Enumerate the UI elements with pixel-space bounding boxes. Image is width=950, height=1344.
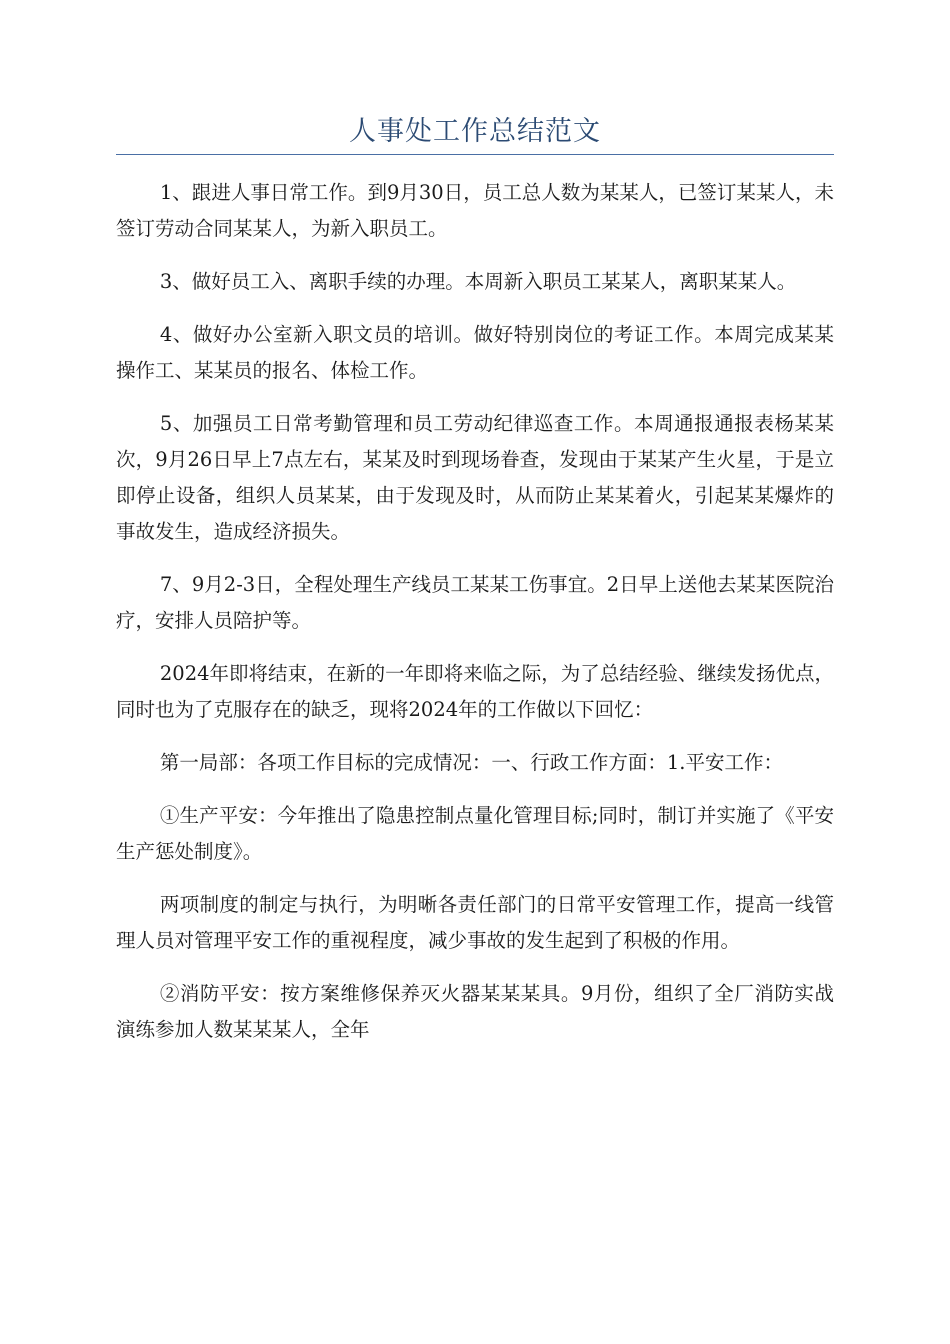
paragraph-8: ①生产平安：今年推出了隐患控制点量化管理目标;同时，制订并实施了《平安生产惩处制度》。 bbox=[116, 804, 834, 863]
paragraph-6: 2024年即将结束，在新的一年即将来临之际，为了总结经验、继续发扬优点，同时也为了克服存在的缺乏，现将2024年的工作做以下回忆： bbox=[116, 662, 834, 721]
document-title: 人事处工作总结范文 bbox=[349, 116, 601, 147]
paragraph-10: ②消防平安：按方案维修保养灭火器某某某具。9月份，组织了全厂消防实战演练参加人数某某某人，全年 bbox=[116, 982, 834, 1041]
paragraph-1: 1、跟进人事日常工作。到9月30日，员工总人数为某某人，已签订某某人，未签订劳动合同某某人，为新入职员工。 bbox=[116, 181, 834, 240]
title-underline bbox=[116, 154, 834, 155]
paragraph-5: 7、9月2-3日，全程处理生产线员工某某工伤事宜。2日早上送他去某某医院治疗，安排人员陪护等。 bbox=[116, 573, 834, 632]
paragraph-2: 3、做好员工入、离职手续的办理。本周新入职员工某某人，离职某某人。 bbox=[159, 270, 797, 293]
paragraph-4: 5、加强员工日常考勤管理和员工劳动纪律巡查工作。本周通报通报表杨某某次，9月26日早上7点左右，某某及时到现场眷查，发现由于某某产生火星，于是立即停止设备，组织人员某某，由于发现及时，从而防止某某着火，引起某某爆炸的事故发生，造成经济损失。 bbox=[116, 412, 834, 543]
paragraph-3: 4、做好办公室新入职文员的培训。做好特别岗位的考证工作。本周完成某某操作工、某某员的报名、体检工作。 bbox=[116, 323, 834, 382]
document-body bbox=[116, 175, 834, 1065]
paragraph-7: 第一局部：各项工作目标的完成情况：一、行政工作方面：1.平安工作： bbox=[159, 751, 783, 774]
paragraph-9: 两项制度的制定与执行，为明晰各责任部门的日常平安管理工作，提高一线管理人员对管理平安工作的重视程度，减少事故的发生起到了积极的作用。 bbox=[116, 893, 834, 952]
